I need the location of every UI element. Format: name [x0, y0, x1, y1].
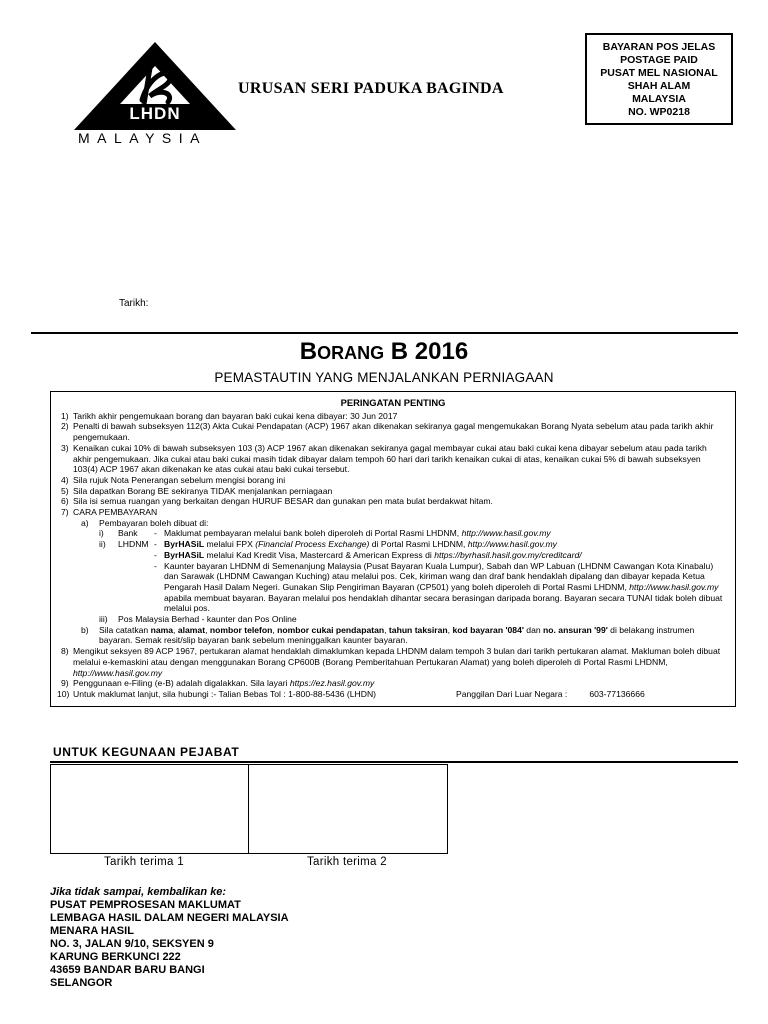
notice-item: 3) Kenaikan cukai 10% di bawah subseksyen 103 (3) ACP 1967 akan dikenakan sekiranya gagal membayar cukai atau baki cukai kena dibayar sebelum atau pada tarikh akhir pengemukaan. Jika cukai atau baki cukai masih tidak dibayar dalam tempoh 60 hari dari tarikh kenaikan cukai di atas, kenaikan cukai 5% di bawah subseksyen 103(4) ACP 1967 akan dikenakan ke atas cukai atau baki cukai tersebut.	[61, 442, 707, 475]
received-date-label-2: Tarikh terima 2	[307, 856, 387, 868]
notice-item: 4) Sila rujuk Nota Penerangan sebelum mengisi borang ini	[61, 474, 286, 485]
notice-item: 2) Penalti di bawah subseksyen 112(3) Akta Cukai Pendapatan (ACP) 1967 akan dikenakan sekiranya gagal mengemukakan Borang Nyata sebelum atau pada tarikh akhir pengemukaan.	[61, 421, 714, 443]
logo-text: LHDN	[129, 104, 181, 123]
address-line: 43659 BANDAR BARU BANGI	[50, 964, 205, 976]
urusan-heading: URUSAN SERI PADUKA BAGINDA	[238, 80, 504, 97]
creditcard-link[interactable]: https://byrhasil.hasil.gov.my/creditcard/	[434, 549, 582, 560]
hasil-link[interactable]: http://www.hasil.gov.my	[467, 539, 557, 550]
address-line: MENARA HASIL	[50, 925, 134, 937]
postage-line: NO. WP0218	[628, 106, 690, 118]
hasil-link[interactable]: http://www.hasil.gov.my	[629, 581, 719, 592]
notice-heading: PERINGATAN PENTING	[340, 397, 446, 408]
received-date-box-1	[50, 764, 249, 854]
postage-line: PUSAT MEL NASIONAL	[600, 67, 718, 79]
title-orang: ORANG	[317, 343, 385, 363]
address-line: PUSAT PEMPROSESAN MAKLUMAT	[50, 899, 241, 911]
form-title	[0, 338, 768, 366]
postage-line: SHAH ALAM	[627, 80, 691, 92]
date-label: Tarikh:	[119, 298, 149, 309]
address-line: LEMBAGA HASIL DALAM NEGERI MALAYSIA	[50, 912, 289, 924]
payment-row-bank: i) Bank - Maklumat pembayaran melalui bank boleh diperoleh di Portal Rasmi LHDNM, http://www.hasil.gov.my	[99, 528, 551, 539]
hasil-link[interactable]: http://www.hasil.gov.my	[73, 667, 163, 678]
return-address	[50, 886, 289, 990]
payment-row-pos: iii) Pos Malaysia Berhad - kaunter dan Pos Online	[99, 614, 297, 625]
notice-item: 8) Mengikut seksyen 89 ACP 1967, pertukaran alamat hendaklah dimaklumkan kepada LHDNM dalam tempoh 3 bulan dari tarikh pertukaran alamat. Makluman boleh dibuat melalui e-kemaskini atau dengan menggunakan Borang CP600B (Borang Pemberitahuan Pertukaran Alamat) yang boleh diperoleh di Portal Rasmi LHDNM, http://www.hasil.gov.my	[61, 646, 721, 678]
notice-item: 9) Penggunaan e-Filing (e-B) adalah digalakkan. Sila layari https://ez.hasil.gov.my	[61, 678, 375, 689]
postage-line: MALAYSIA	[632, 93, 686, 105]
notice-item: 1) Tarikh akhir pengemukaan borang dan bayaran baki cukai kena dibayar: 30 Jun 2017	[61, 410, 398, 421]
office-use-heading: UNTUK KEGUNAAN PEJABAT	[53, 745, 240, 759]
notice-subitem: b) Sila catatkan nama, alamat, nombor telefon, nombor cukai pendapatan, tahun taksiran, kod bayaran '084' dan no. ansuran '99' di belakang instrumen bayaran. Semak resit/slip bayaran bank sebelum meninggalkan kaunter bayaran.	[81, 624, 695, 646]
notice-subitem: a) Pembayaran boleh dibuat di:	[81, 517, 209, 528]
postage-line: POSTAGE PAID	[620, 54, 698, 66]
form-subtitle: PEMASTAUTIN YANG MENJALANKAN PERNIAGAAN	[214, 370, 554, 385]
payment-row-lhdnm: ii) LHDNM - ByrHASiL melalui FPX (Financial Process Exchange) di Portal Rasmi LHDNM, http://www.hasil.gov.my	[99, 539, 557, 550]
notice-item: 7) CARA PEMBAYARAN	[61, 507, 158, 518]
address-line: KARUNG BERKUNCI 222	[50, 951, 181, 963]
notice-item: 6) Sila isi semua ruangan yang berkaitan dengan HURUF BESAR dan gunakan pen mata bulat berdakwat hitam.	[61, 496, 493, 507]
title-b: B	[299, 338, 318, 365]
postage-line: BAYARAN POS JELAS	[602, 41, 716, 53]
efiling-link[interactable]: https://ez.hasil.gov.my	[289, 678, 375, 689]
hasil-link[interactable]: http://www.hasil.gov.my	[461, 528, 551, 539]
received-date-label-1: Tarikh terima 1	[104, 856, 184, 868]
office-use-divider	[50, 761, 738, 763]
address-line: SELANGOR	[50, 977, 113, 989]
received-date-box-2	[249, 764, 448, 854]
logo-wordmark: MALAYSIA	[78, 130, 207, 146]
return-address-heading: Jika tidak sampai, kembalikan ke:	[50, 886, 227, 898]
notice-item: 10) Untuk maklumat lanjut, sila hubungi :- Talian Bebas Tol : 1-800-88-5436 (LHDN) Panggilan Dari Luar Negara : 603-77136666	[57, 688, 645, 699]
payment-row-counter: - Kaunter bayaran LHDNM di Semenanjung Malaysia (Pusat Bayaran Kuala Lumpur), Sabah dan WP Labuan (LHDNM Cawangan Kota Kinabalu) dan Sarawak (LHDNM Cawangan Kuching) atau melalui pos. Cek, kiriman wang dan draf bank hendaklah dipalang dan dibayar kepada Ketua Pengarah Hasil Dalam Negeri. Gunakan Slip Pengiriman Bayaran (CP501) yang boleh diperoleh di Portal Rasmi LHDNM, http://www.hasil.gov.my apabila membuat bayaran. Bayaran melalui pos hendaklah dihantar secara berasingan daripada borang. Bayaran secara TUNAI tidak boleh dibuat melalui pos.	[154, 560, 723, 614]
notice-item: 5) Sila dapatkan Borang BE sekiranya TIDAK menjalankan perniagaan	[61, 485, 333, 496]
important-notice-box	[50, 391, 736, 707]
postage-box	[585, 33, 733, 125]
address-line: NO. 3, JALAN 9/10, SEKSYEN 9	[50, 938, 214, 950]
title-rest: B 2016	[384, 338, 469, 365]
payment-row-creditcard: - ByrHASiL melalui Kad Kredit Visa, Mastercard & American Express di https://byrhasil.hasil.gov.my/creditcard/	[154, 549, 582, 560]
top-divider	[31, 332, 738, 334]
